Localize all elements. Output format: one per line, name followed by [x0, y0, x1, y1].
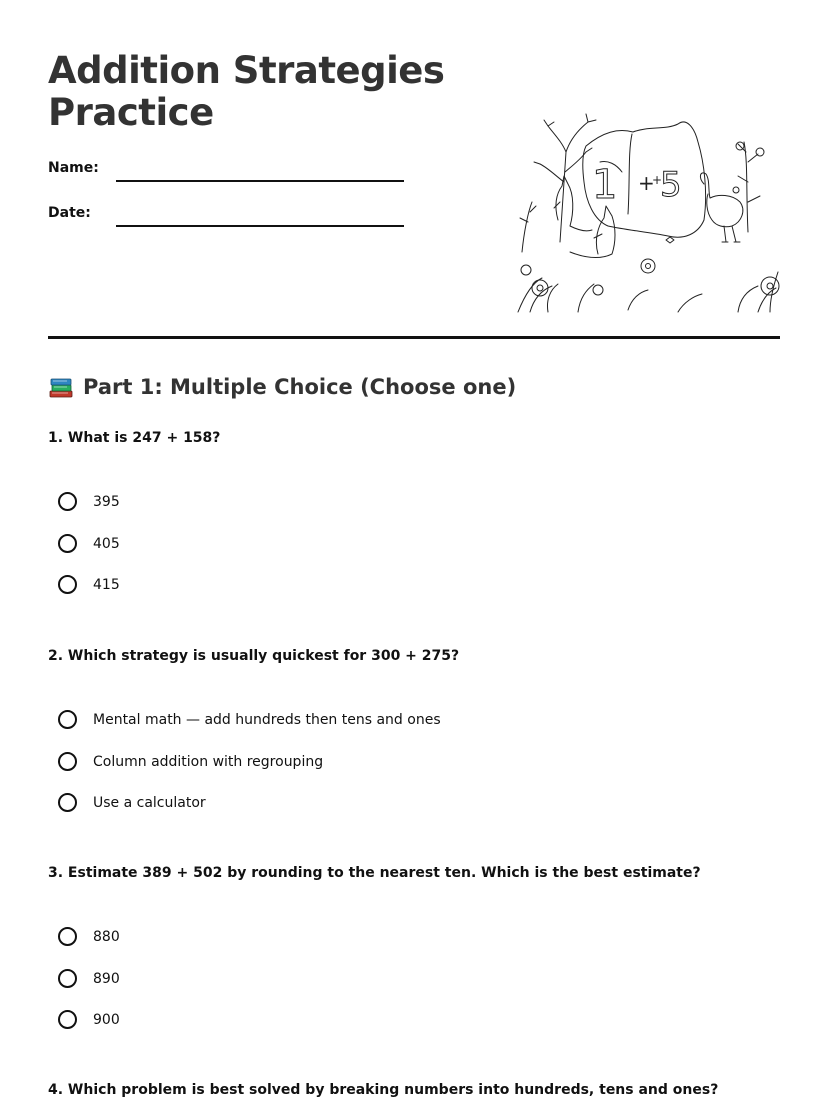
expression-left-number: 1: [592, 162, 618, 208]
part-1-heading-text: Part 1: Multiple Choice (Choose one): [83, 375, 517, 399]
part-1-heading: [48, 374, 516, 400]
expression-plus-sign-small: +: [652, 173, 663, 187]
question-3-option-2[interactable]: [58, 969, 120, 988]
question-3-option-3[interactable]: [58, 1010, 120, 1029]
radio-button[interactable]: [58, 927, 77, 946]
emu: [700, 173, 742, 242]
question-4: 4. Which problem is best solved by breaking numbers into hundreds, tens and ones?: [48, 1082, 719, 1098]
radio-button[interactable]: [58, 710, 77, 729]
kangaroo-2: [570, 206, 615, 258]
question-2-option-2[interactable]: [58, 752, 323, 771]
australian-animals-addition-illustration: [508, 102, 780, 316]
title-line-1: Addition Strategies: [48, 49, 445, 92]
date-field-line[interactable]: [116, 225, 404, 227]
kangaroo-1: [554, 176, 592, 231]
expression-right-number: 5: [660, 165, 682, 205]
books-icon: [48, 374, 74, 400]
question-3: 3. Estimate 389 + 502 by rounding to the nearest ten. Which is the best estimate?: [48, 865, 701, 881]
option-label: Use a calculator: [93, 794, 206, 811]
radio-button[interactable]: [58, 492, 77, 511]
radio-button[interactable]: [58, 1010, 77, 1029]
ground-plants: [518, 272, 778, 312]
date-label: Date:: [48, 205, 91, 221]
question-2: 2. Which strategy is usually quickest for 300 + 275?: [48, 648, 460, 664]
title-line-2: Practice: [48, 91, 214, 134]
question-1-option-3[interactable]: [58, 575, 120, 594]
option-label: 415: [93, 576, 120, 593]
radio-button[interactable]: [58, 575, 77, 594]
question-1-option-2[interactable]: [58, 534, 120, 553]
name-field-line[interactable]: [116, 180, 404, 182]
question-1-option-1[interactable]: [58, 492, 120, 511]
option-label: 900: [93, 1011, 120, 1028]
question-2-option-3[interactable]: [58, 793, 206, 812]
option-label: 880: [93, 928, 120, 945]
expression-plus-sign: +: [638, 171, 655, 195]
option-label: 890: [93, 970, 120, 987]
radio-button[interactable]: [58, 793, 77, 812]
radio-button[interactable]: [58, 534, 77, 553]
name-label: Name:: [48, 160, 99, 176]
option-label: 395: [93, 493, 120, 510]
radio-button[interactable]: [58, 752, 77, 771]
worksheet-title: [48, 50, 444, 134]
question-2-option-1[interactable]: [58, 710, 441, 729]
section-divider: [48, 336, 780, 339]
option-label: 405: [93, 535, 120, 552]
tree-left: [540, 122, 588, 242]
option-label: Mental math — add hundreds then tens and ones: [93, 711, 441, 728]
question-1: 1. What is 247 + 158?: [48, 430, 221, 446]
radio-button[interactable]: [58, 969, 77, 988]
question-3-option-1[interactable]: [58, 927, 120, 946]
option-label: Column addition with regrouping: [93, 753, 324, 770]
